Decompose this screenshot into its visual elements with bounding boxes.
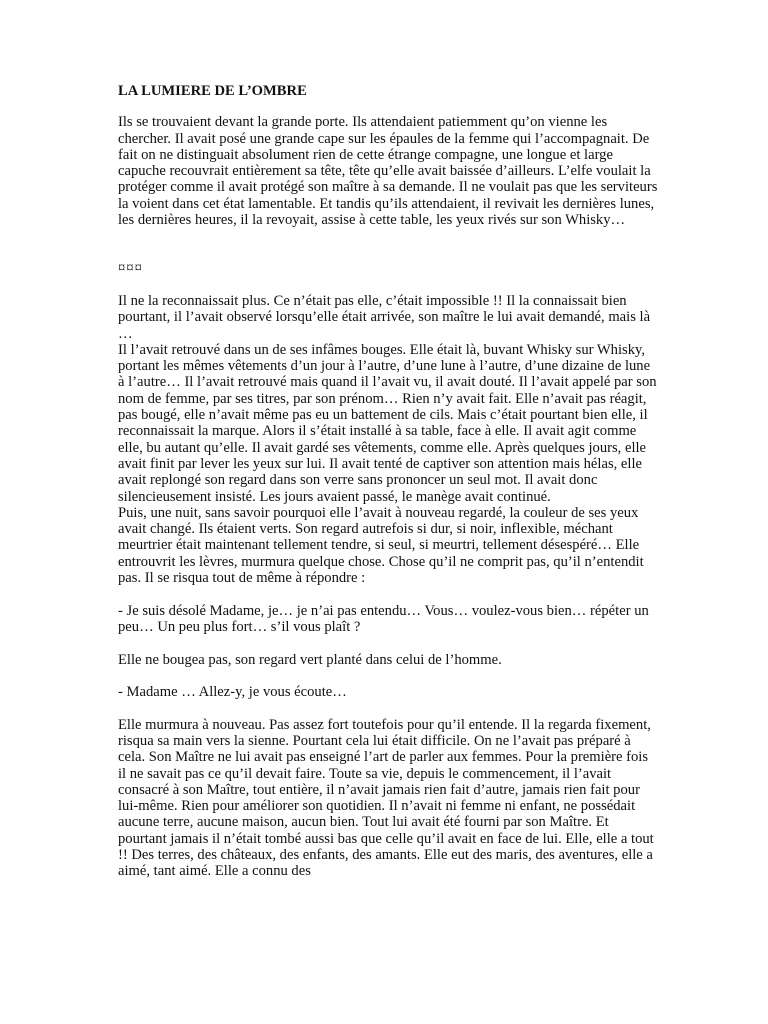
paragraph-2: Il ne la reconnaissait plus. Ce n’était pas elle, c’était impossible !! Il la connaissait bien pourtant, il l’avait observé lorsqu’elle était arrivée, son maître le lui avait demandé, mais là … bbox=[118, 292, 651, 342]
dialogue-1: - Je suis désolé Madame, je… je n’ai pas entendu… Vous… voulez-vous bien… répéter un peu… Un peu plus fort… s’il vous plaît ? bbox=[118, 602, 649, 635]
document-page bbox=[118, 83, 658, 880]
document-title: LA LUMIERE DE L’OMBRE bbox=[118, 83, 307, 99]
paragraph-1: Ils se trouvaient devant la grande porte. Ils attendaient patiemment qu’on vienne les chercher. Il avait posé une grande cape sur les épaules de la femme qui l’accompagnait. De fait on ne distinguait absolument rien de cette étrange compagne, une longue et large capuche recouvrait entièrement sa tête, tête qu’elle avait baissée d’ailleurs. L’elfe voulait la protéger comme il avait protégé son maître à sa demande. Il ne voulait pas que les serviteurs la voient dans cet état lamentable. Et tandis qu’ils attendaient, il revivait les dernières lunes, les dernières heures, il la revoyait, assise à cette table, les yeux rivés sur son Whisky… bbox=[118, 114, 658, 229]
paragraph-3: Il l’avait retrouvé dans un de ses infâmes bouges. Elle était là, buvant Whisky sur Whisky, portant les mêmes vêtements d’un jour à l’autre, d’une lune à l’autre, d’une dizaine de lune à l’autre… Il l’avait retrouvé mais quand il l’avait vu, il avait douté. Il l’avait appelé par son nom de femme, par ses titres, par son prénom… Rien n’y avait fait. Elle n’avait pas réagit, pas bougé, elle n’avait même pas eu un battement de cils. Mais c’était pourtant bien elle, il reconnaissait la marque. Alors il s’était installé à sa table, face à elle. Il avait agit comme elle, bu autant qu’elle. Il avait gardé ses vêtements, comme elle. Après quelques jours, elle avait finit par lever les yeux sur lui. Il avait tenté de captiver son attention mais hélas, elle avait replongé son regard dans son verre sans prononcer un seul mot. Il avait donc silencieusement insisté. Les jours avaient passé, le manège avait continué. bbox=[118, 341, 657, 505]
paragraph-6: Elle murmura à nouveau. Pas assez fort toutefois pour qu’il entende. Il la regarda fixement, risqua sa main vers la sienne. Pourtant cela lui était difficile. On ne l’avait pas préparé à cela. Son Maître ne lui avait pas enseigné l’art de parler aux femmes. Pour la première fois il ne savait pas ce qu’il devait faire. Toute sa vie, depuis le commencement, il l’avait consacré à son Maître, tout entière, il n’avait jamais rien fait d’autre, jamais rien fait pour lui-même. Rien pour améliorer son quotidien. Il n’avait ni femme ni enfant, ne possédait aucune terre, aucune maison, aucun bien. Tout lui avait été fourni par son Maître. Et pourtant jamais il n’était tombé aussi bas que celle qu’il avait en face de lui. Elle, elle a tout !! Des terres, des châteaux, des enfants, des amants. Elle eut des maris, des aventures, elle a aimé, tant aimé. Elle a connu des bbox=[118, 716, 654, 880]
paragraph-4: Puis, une nuit, sans savoir pourquoi elle l’avait à nouveau regardé, la couleur de ses yeux avait changé. Ils étaient verts. Son regard autrefois si dur, si noir, inflexible, méchant meurtrier était maintenant tellement tendre, si seul, si meurtri, tellement désespéré… Elle entrouvrit les lèvres, murmura quelque chose. Chose qu’il ne comprit pas, qu’il n’entendit pas. Il se risqua tout de même à répondre : bbox=[118, 504, 644, 587]
spacer bbox=[118, 700, 658, 716]
dialogue-2: - Madame … Allez-y, je vous écoute… bbox=[118, 684, 347, 701]
spacer bbox=[118, 635, 658, 651]
spacer bbox=[118, 228, 658, 260]
spacer bbox=[118, 668, 658, 684]
section-separator: ¤¤¤ bbox=[118, 260, 143, 277]
spacer bbox=[118, 586, 658, 602]
paragraph-5: Elle ne bougea pas, son regard vert planté dans celui de l’homme. bbox=[118, 651, 502, 668]
spacer bbox=[118, 277, 658, 293]
